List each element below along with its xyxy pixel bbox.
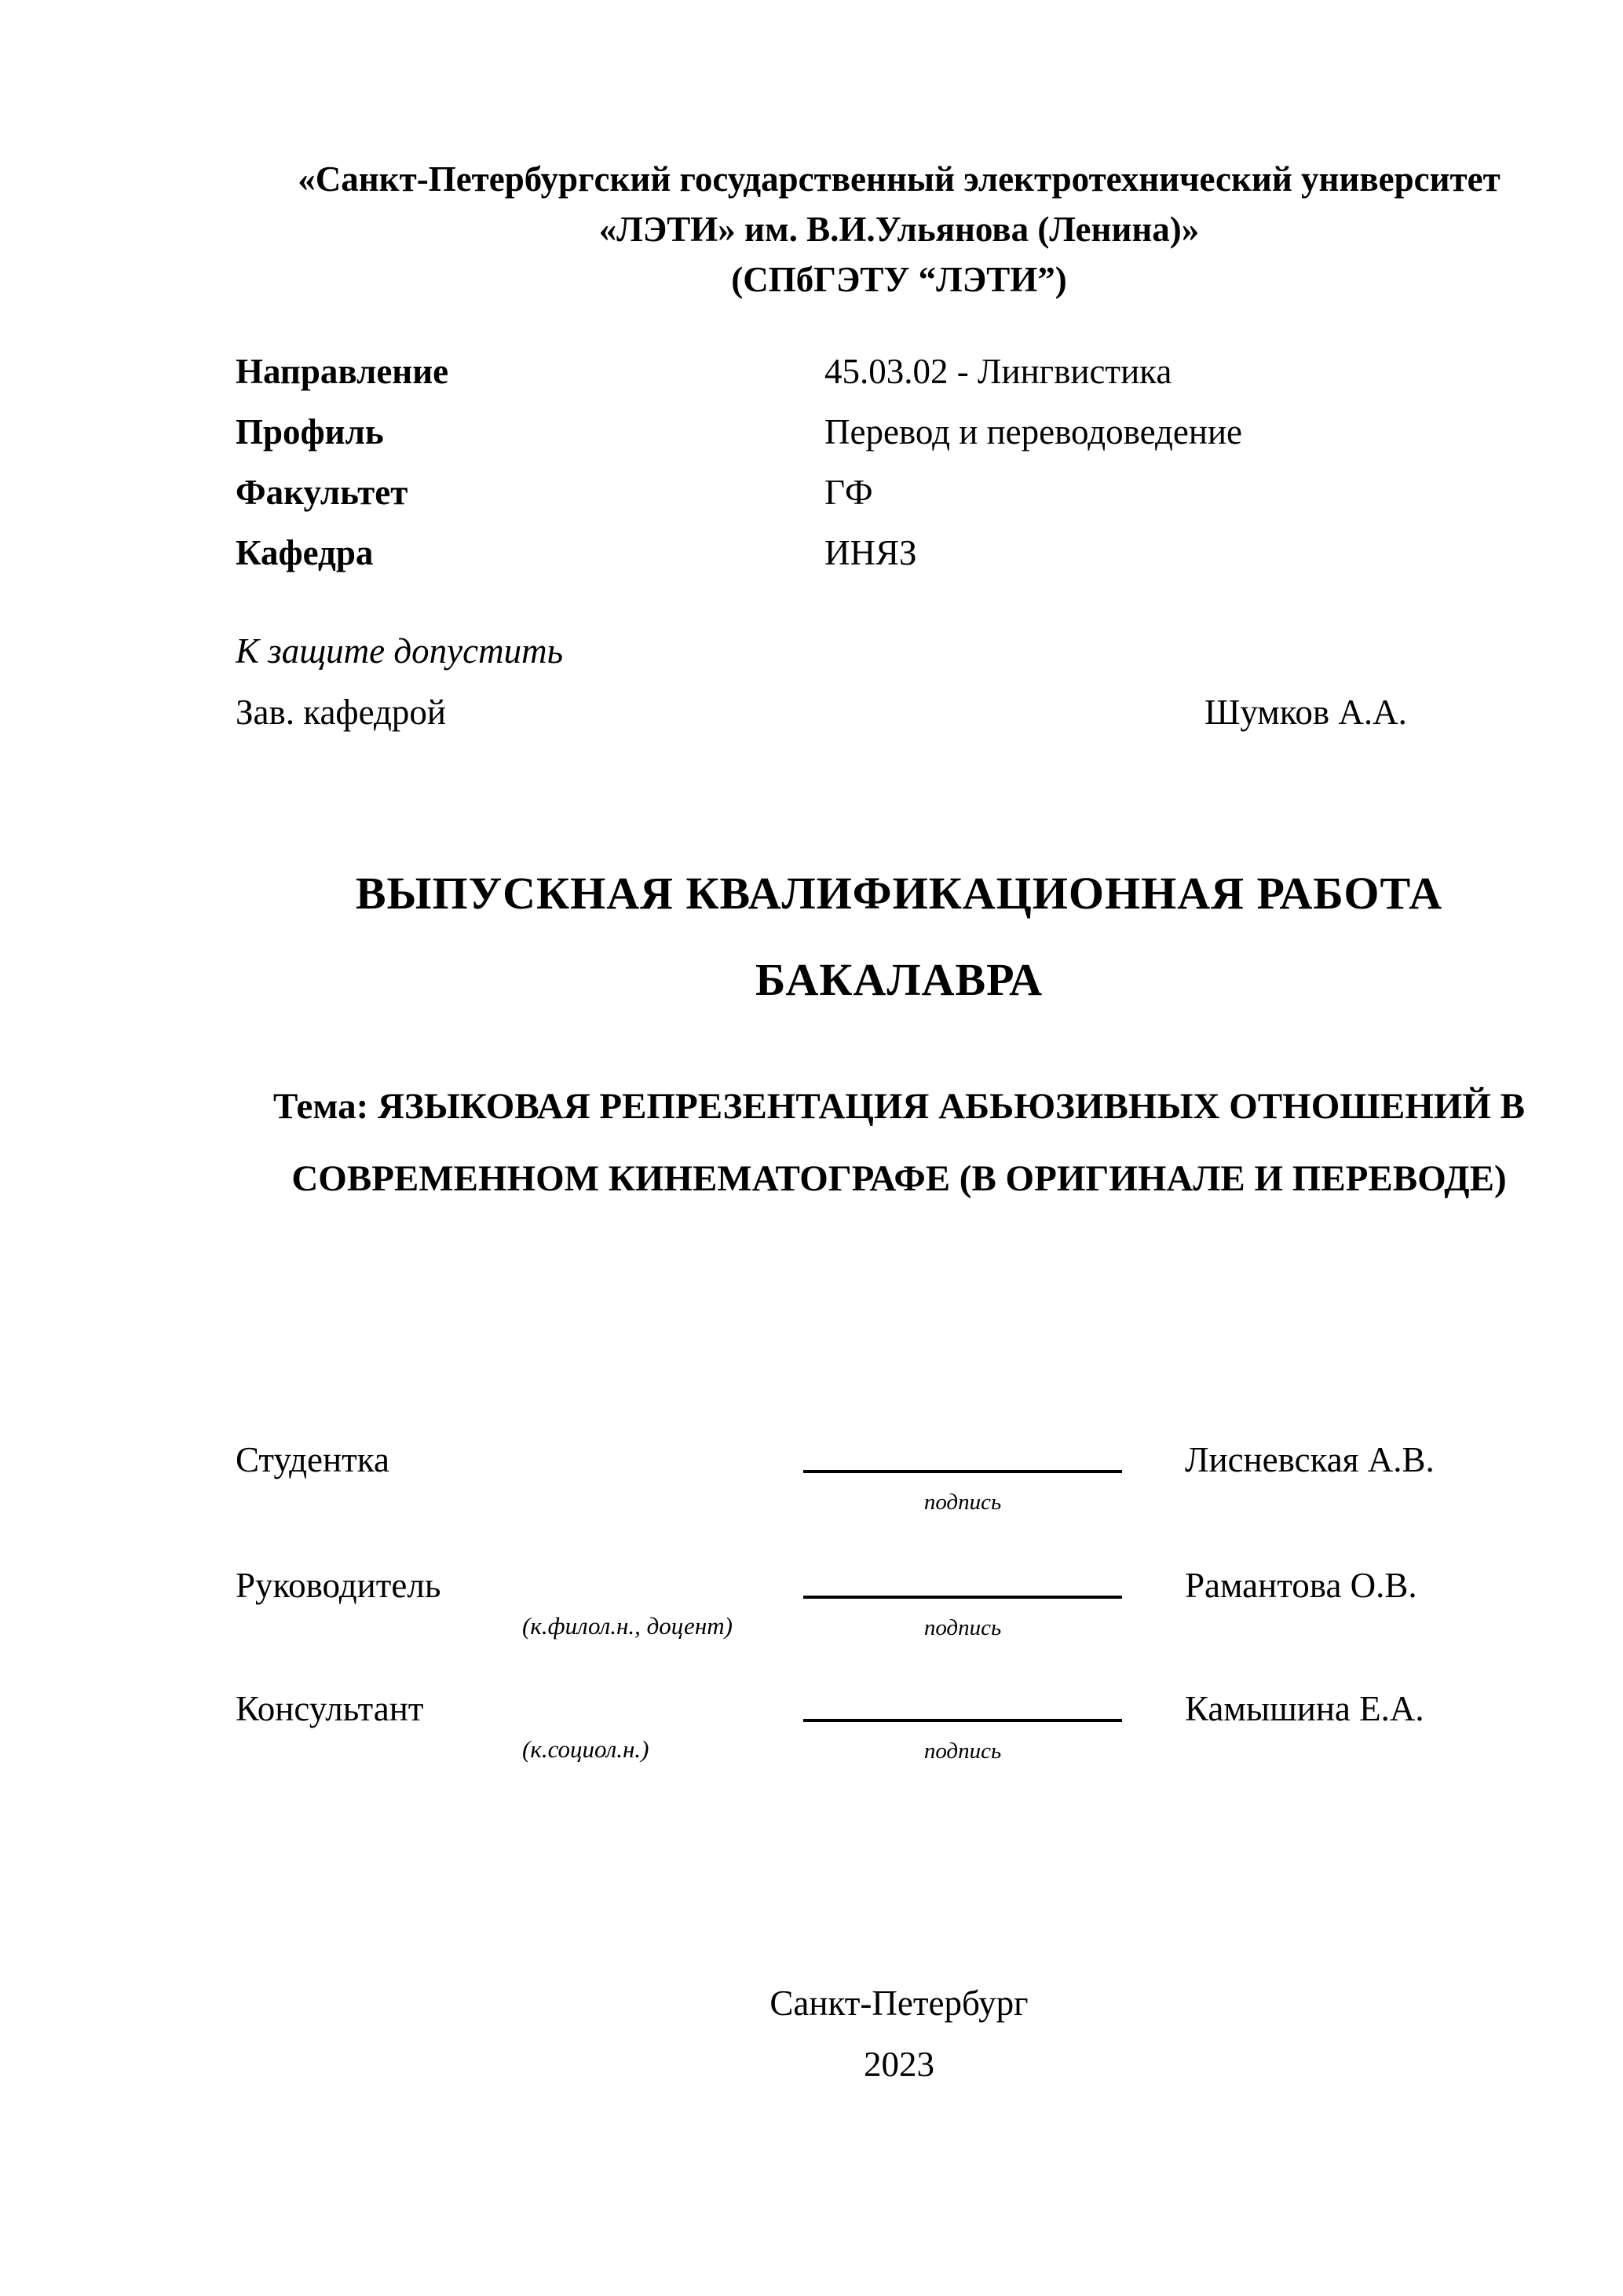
city: Санкт-Петербург (769, 1983, 1029, 2023)
consultant-signature-caption: подпись (923, 1738, 1002, 1764)
year: 2023 (864, 2045, 934, 2084)
consultant-name: Камышина Е.А. (1185, 1689, 1424, 1728)
main-title (236, 850, 1563, 1023)
faculty-label: Факультет (236, 473, 408, 512)
consultant-role-label: Консультант (236, 1689, 424, 1728)
footer (236, 1972, 1563, 2095)
university-name-line-2: «ЛЭТИ» им. В.И.Ульянова (Ленина)» (598, 210, 1200, 249)
supervisor-name: Рамантова О.В. (1185, 1566, 1417, 1605)
student-role-label: Студентка (236, 1440, 389, 1479)
signature-row-supervisor (236, 1565, 1563, 1671)
university-name-line-1: «Санкт-Петербургский государственный электротехнический университет (298, 159, 1501, 199)
supervisor-role-label: Руководитель (236, 1566, 441, 1605)
department-value: ИНЯЗ (824, 533, 917, 572)
main-title-line-2: БАКАЛАВРА (755, 954, 1044, 1005)
student-signature-line (803, 1439, 1122, 1473)
faculty-value: ГФ (824, 473, 873, 512)
thesis-topic-line-2: СОВРЕМЕННОМ КИНЕМАТОГРАФЕ (В ОРИГИНАЛЕ И ПЕРЕВОДЕ) (291, 1158, 1507, 1199)
direction-label: Направление (236, 352, 449, 391)
program-row-faculty (236, 472, 1563, 521)
consultant-qualification: (к.социол.н.) (522, 1735, 649, 1763)
thesis-topic (236, 1070, 1563, 1215)
profile-label: Профиль (236, 412, 384, 452)
admission-note: К защите допустить (236, 631, 564, 671)
profile-value: Перевод и переводоведение (824, 412, 1243, 452)
head-of-department-label: Зав. кафедрой (236, 693, 446, 732)
department-label: Кафедра (236, 533, 374, 572)
direction-value: 45.03.02 - Лингвистика (824, 352, 1172, 391)
student-signature-caption: подпись (923, 1490, 1002, 1515)
student-name: Лисневская А.В. (1185, 1440, 1435, 1479)
university-abbreviation: (СПбГЭТУ “ЛЭТИ”) (731, 260, 1067, 299)
supervisor-signature-line (803, 1565, 1122, 1599)
consultant-signature-line (803, 1688, 1122, 1722)
head-of-department-name: Шумков А.А. (1204, 693, 1407, 732)
signature-row-consultant (236, 1688, 1563, 1794)
thesis-topic-line-1: Тема: ЯЗЫКОВАЯ РЕПРЕЗЕНТАЦИЯ АБЬЮЗИВНЫХ ОТНОШЕНИЙ В (272, 1086, 1525, 1127)
program-row-direction (236, 351, 1563, 400)
supervisor-qualification: (к.филол.н., доцент) (522, 1612, 733, 1640)
university-header (236, 154, 1563, 305)
program-row-profile (236, 411, 1563, 460)
program-row-department (236, 532, 1563, 581)
main-title-line-1: ВЫПУСКНАЯ КВАЛИФИКАЦИОННАЯ РАБОТА (355, 868, 1443, 919)
admission-row (236, 692, 1563, 733)
supervisor-signature-caption: подпись (923, 1615, 1002, 1640)
signature-row-student (236, 1439, 1563, 1545)
